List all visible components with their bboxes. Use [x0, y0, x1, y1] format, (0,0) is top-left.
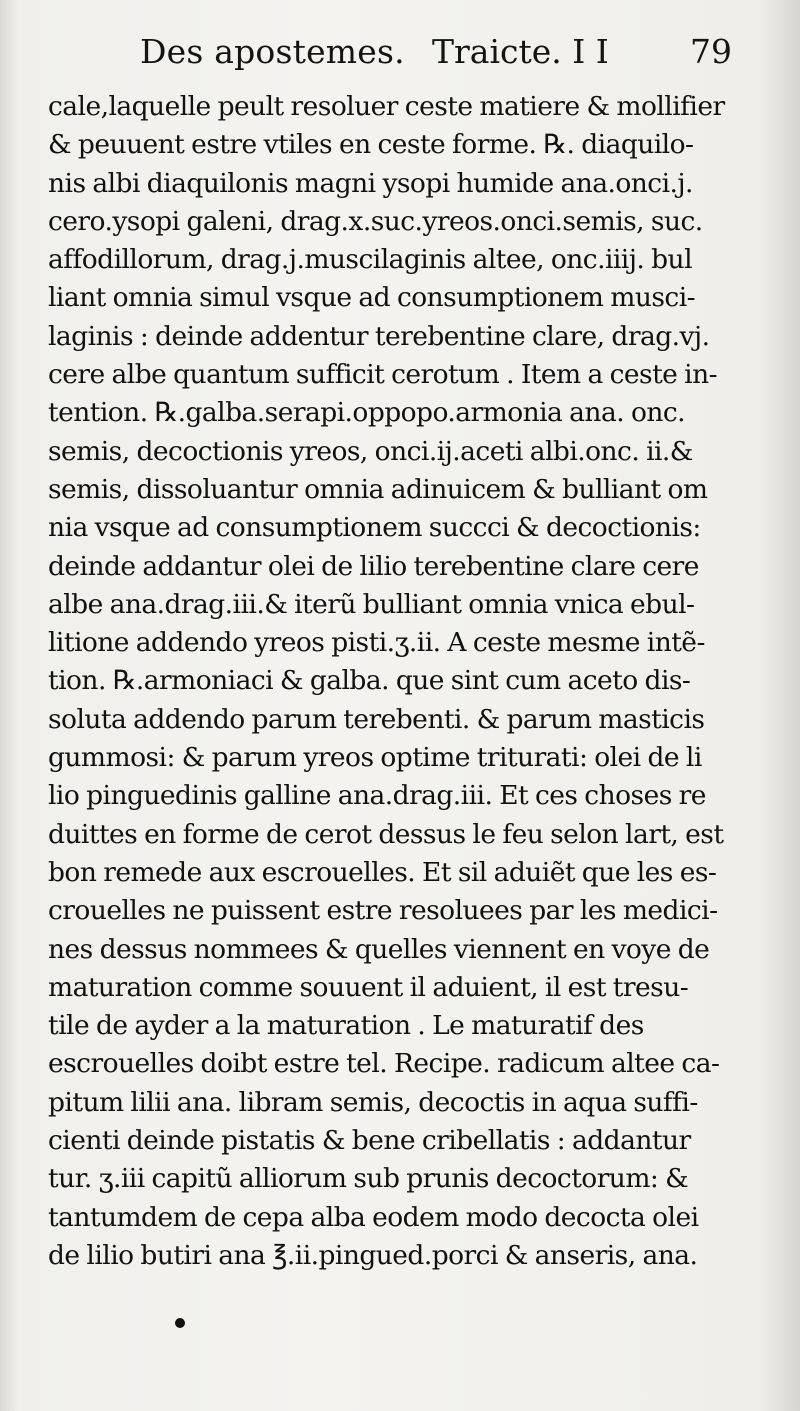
text-line: affodillorum, drag.j.muscilaginis altee, onc.iiij. bul	[48, 244, 692, 276]
text-line: deinde addantur olei de lilio terebentine clare cere	[48, 550, 699, 582]
text-line: tur. ʒ.iii capitũ alliorum sub prunis decoctorum: &	[48, 1163, 689, 1195]
text-line: cale,laquelle peult resoluer ceste matiere & mollifier	[48, 91, 725, 122]
text-line: nis albi diaquilonis magni ysopi humide ana.onci.j.	[48, 167, 693, 199]
text-line: crouelles ne puissent estre resoluees par les medici-	[48, 895, 718, 927]
text-line: duittes en forme de cerot dessus le feu selon lart, est	[48, 818, 724, 850]
text-line: lio pinguedinis galline ana.drag.iii. Et ces choses re	[48, 780, 706, 812]
section-label: Traicte. I I	[432, 32, 609, 71]
page-number: 79	[690, 32, 732, 71]
text-line: cero.ysopi galeni, drag.x.suc.yreos.onci.semis, suc.	[48, 205, 703, 237]
text-line: soluta addendo parum terebenti. & parum masticis	[48, 703, 705, 735]
text-line: tile de ayder a la maturation . Le maturatif des	[48, 1010, 644, 1042]
text-line: litione addendo yreos pisti.ʒ.ii. A ceste mesme intẽ-	[48, 627, 705, 659]
text-line: nes dessus nommees & quelles viennent en voye de	[48, 933, 710, 965]
text-line: semis, decoctionis yreos, onci.ij.aceti albi.onc. ii.&	[48, 435, 693, 467]
text-line: liant omnia simul vsque ad consumptionem musci-	[48, 282, 696, 314]
text-line: tention. ℞.galba.serapi.oppopo.armonia ana. onc.	[48, 397, 686, 429]
text-line: cere albe quantum sufficit cerotum . Item a ceste in-	[48, 359, 718, 391]
text-line: nia vsque ad consumptionem succci & decoctionis:	[48, 512, 701, 544]
page-header	[0, 26, 800, 82]
text-line: semis, dissoluantur omnia adinuicem & bulliant om	[48, 473, 708, 505]
text-line: laginis : deinde addentur terebentine clare, drag.vj.	[48, 320, 710, 352]
text-line: albe ana.drag.iii.& iterũ bulliant omnia vnica ebul-	[48, 588, 695, 620]
running-title: Des apostemes.	[140, 32, 405, 71]
text-line: cienti deinde pistatis & bene cribellatis : addantur	[48, 1125, 691, 1157]
body-text	[48, 88, 768, 1275]
text-line: escrouelles doibt estre tel. Recipe. radicum altee ca-	[48, 1048, 720, 1080]
text-line: tantumdem de cepa alba eodem modo decocta olei	[48, 1201, 699, 1233]
text-line: gummosi: & parum yreos optime triturati: olei de li	[48, 742, 702, 774]
text-line: bon remede aux escrouelles. Et sil aduiẽt que les es-	[48, 856, 717, 888]
text-line: & peuuent estre vtiles en ceste forme. ℞. diaquilo-	[48, 129, 694, 161]
text-line: maturation comme souuent il aduient, il est tresu-	[48, 971, 689, 1003]
text-line: pitum lilii ana. libram semis, decoctis in aqua suffi-	[48, 1086, 698, 1118]
ink-speck	[175, 1318, 185, 1328]
text-line: tion. ℞.armoniaci & galba. que sint cum aceto dis-	[48, 665, 691, 697]
text-line: de lilio butiri ana ℥.ii.pingued.porci & anseris, ana.	[48, 1239, 698, 1271]
